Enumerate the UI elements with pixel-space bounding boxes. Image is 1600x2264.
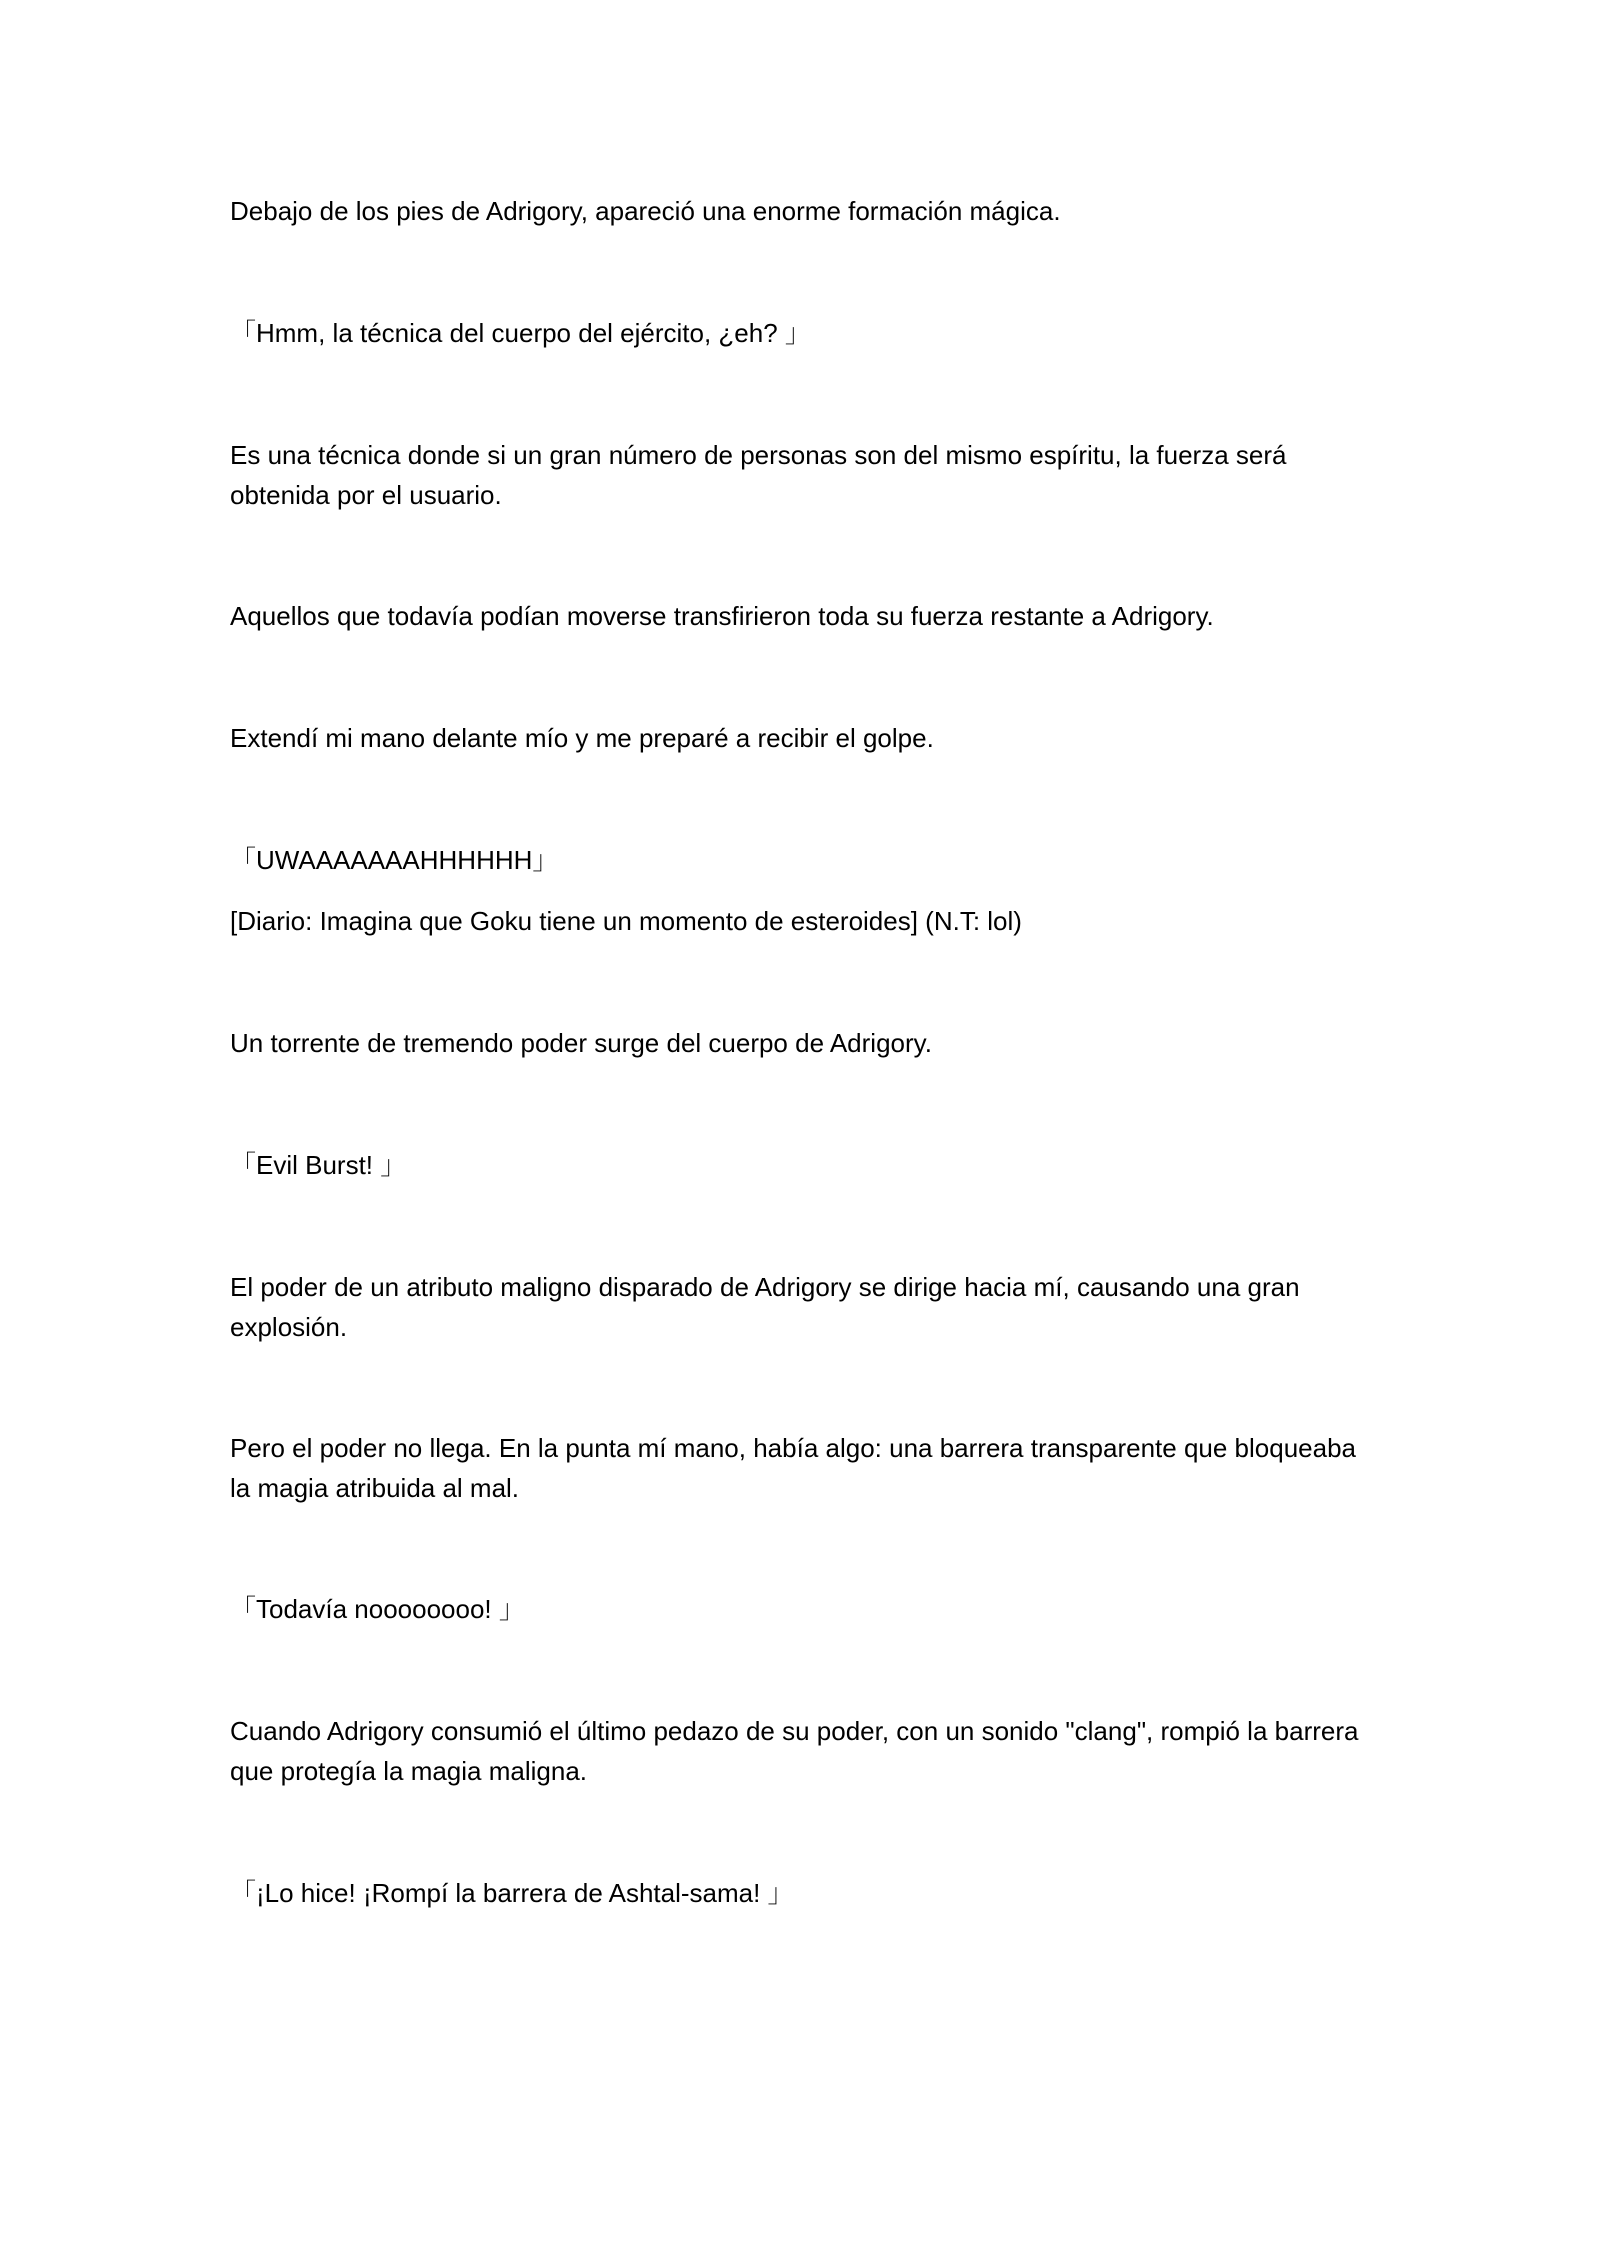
paragraph-3: Aquellos que todavía podían moverse transfirieron toda su fuerza restante a Adrigory. bbox=[230, 601, 1214, 631]
dialogue-2: 「UWAAAAAAAHHHHHH」 bbox=[230, 845, 559, 875]
translator-note: [Diario: Imagina que Goku tiene un momento de esteroides] (N.T: lol) bbox=[230, 906, 1022, 936]
paragraph-6: El poder de un atributo maligno disparado de Adrigory se dirige hacia mí, causando una gran explosión. bbox=[230, 1272, 1300, 1342]
paragraph-2: Es una técnica donde si un gran número de personas son del mismo espíritu, la fuerza será obtenida por el usuario. bbox=[230, 440, 1287, 510]
dialogue-4: 「Todavía noooooooo! 」 bbox=[230, 1594, 525, 1624]
dialogue-5: 「¡Lo hice! ¡Rompí la barrera de Ashtal-sama! 」 bbox=[230, 1878, 794, 1908]
dialogue-3: 「Evil Burst! 」 bbox=[230, 1150, 407, 1180]
paragraph-7: Pero el poder no llega. En la punta mí mano, había algo: una barrera transparente que bloqueaba la magia atribuida al mal. bbox=[230, 1433, 1357, 1503]
paragraph-5: Un torrente de tremendo poder surge del cuerpo de Adrigory. bbox=[230, 1028, 932, 1058]
paragraph-8: Cuando Adrigory consumió el último pedazo de su poder, con un sonido "clang", rompió la barrera que protegía la magia maligna. bbox=[230, 1716, 1359, 1786]
paragraph-1: Debajo de los pies de Adrigory, apareció una enorme formación mágica. bbox=[230, 196, 1061, 226]
dialogue-1: 「Hmm, la técnica del cuerpo del ejército, ¿eh? 」 bbox=[230, 318, 811, 348]
paragraph-4: Extendí mi mano delante mío y me preparé a recibir el golpe. bbox=[230, 723, 934, 753]
